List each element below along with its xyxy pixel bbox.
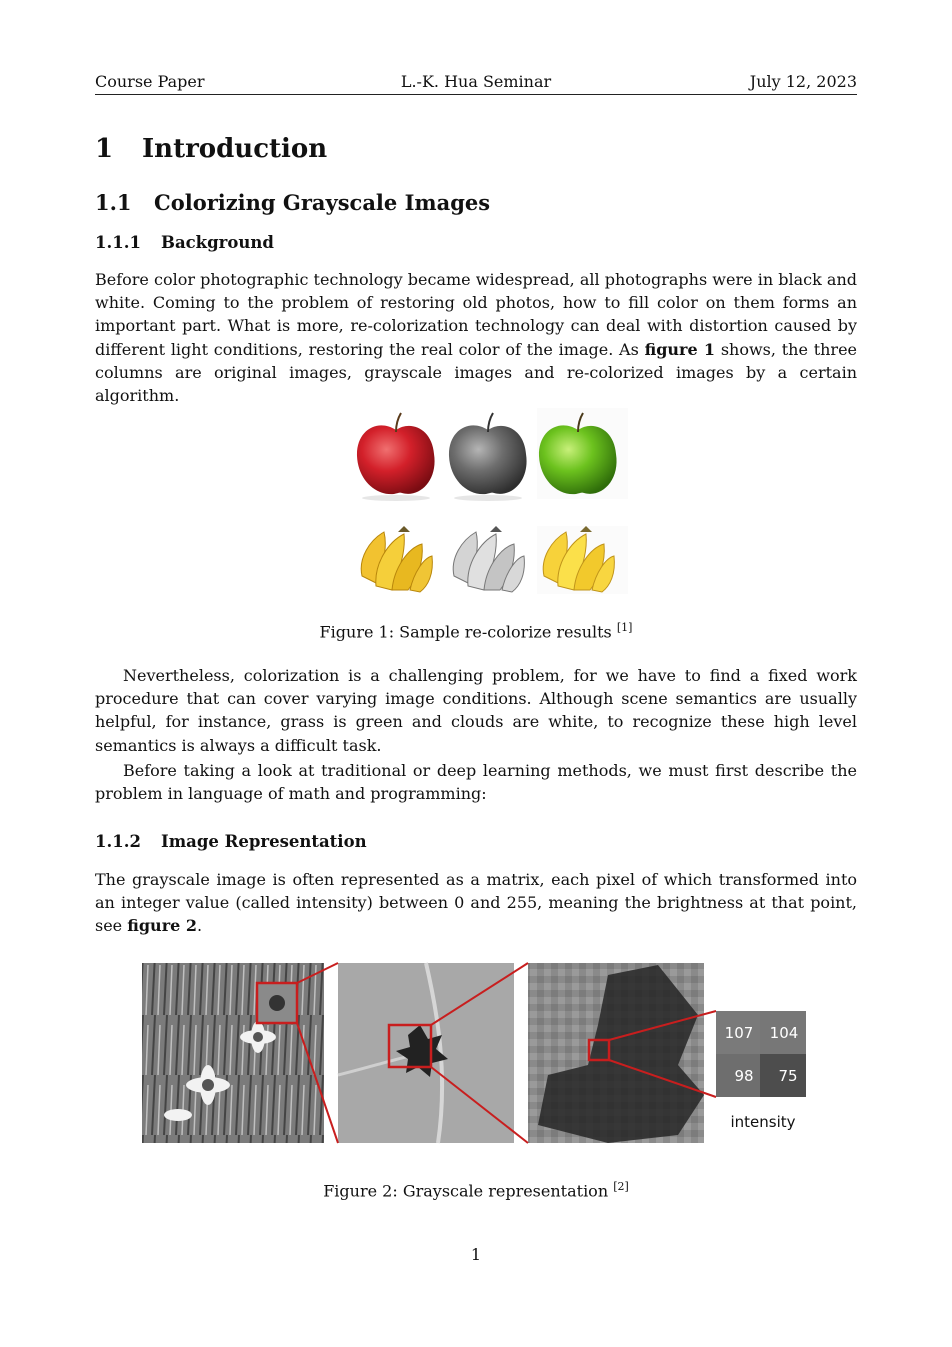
citation-ref[interactable]: [2] — [613, 1180, 629, 1193]
matrix-label: intensity — [730, 1113, 796, 1131]
section-number: 1 — [95, 134, 114, 164]
paragraph-challenge: Nevertheless, colorization is a challenging problem, for we have to find a fixed work procedure that can cover varying image conditions. Although scene semantics are usually helpful, for instance, grass is green and clouds are white, to recognize these high level semantics is always a difficult task. — [95, 666, 857, 755]
subsubsection-heading-image — [95, 832, 367, 851]
figure-2-caption — [95, 1180, 857, 1200]
paragraph-text: shows, the three columns are original images, grayscale images and re-colorized images by a certain algorithm. — [95, 339, 858, 406]
citation-ref[interactable]: [1] — [616, 621, 633, 634]
subsubsection-heading-background — [95, 233, 274, 252]
figure-reference[interactable]: figure 2 — [127, 916, 197, 936]
subsubsection-number: 1.1.1 — [95, 233, 141, 252]
subsubsection-title: Image Representation — [161, 832, 367, 851]
subsubsection-title: Background — [161, 233, 274, 252]
paragraph-text: . — [197, 916, 203, 936]
header-left: Course Paper — [95, 72, 205, 91]
banana-original — [361, 526, 432, 592]
header-center: L.-K. Hua Seminar — [400, 72, 552, 91]
apple-original — [357, 413, 435, 501]
caption-text: Figure 1: Sample re-colorize results — [319, 622, 617, 642]
zoom-panel-2 — [528, 963, 704, 1143]
paragraph-text: The grayscale image is often represented as a matrix, each pixel of which transformed into an integer value (called intensity) between 0 and 255, meaning the brightness at that point, see — [95, 870, 857, 936]
banana-grayscale — [453, 526, 524, 592]
subsection-number: 1.1 — [95, 190, 132, 215]
matrix-value: 75 — [778, 1067, 798, 1085]
apple-grayscale — [449, 413, 527, 501]
running-header — [95, 70, 857, 95]
section-heading — [95, 134, 327, 164]
section-title: Introduction — [142, 134, 328, 164]
paragraph-method: Before taking a look at traditional or deep learning methods, we must first describe the problem in language of math and programming: — [95, 761, 857, 804]
subsection-heading — [95, 190, 490, 215]
figure-1-image — [348, 408, 632, 600]
matrix-value: 104 — [769, 1024, 799, 1042]
paragraph-representation — [95, 868, 857, 938]
grayscale-photo-panel — [142, 963, 324, 1143]
figure-reference[interactable]: figure 1 — [644, 339, 716, 359]
figure-2-image — [138, 955, 818, 1155]
matrix-value: 98 — [734, 1067, 754, 1085]
header-right: July 12, 2023 — [749, 72, 857, 91]
caption-text: Figure 2: Grayscale representation — [323, 1181, 614, 1201]
intensity-matrix — [716, 1011, 806, 1131]
page-number: 1 — [470, 1245, 482, 1264]
paragraph-text: Before color photographic technology became widespread, all photographs were in black and white. Coming to the problem of restoring old photos, how to fill color on them forms an important part. What is more, re-colorization technology can deal with distortion caused by different light conditions, restoring the real color of the image. As — [95, 270, 857, 359]
subsection-title: Colorizing Grayscale Images — [154, 190, 491, 215]
paragraph-background — [95, 268, 857, 407]
subsubsection-number: 1.1.2 — [95, 832, 141, 851]
matrix-value: 107 — [724, 1024, 754, 1042]
figure-1-caption — [95, 621, 857, 641]
